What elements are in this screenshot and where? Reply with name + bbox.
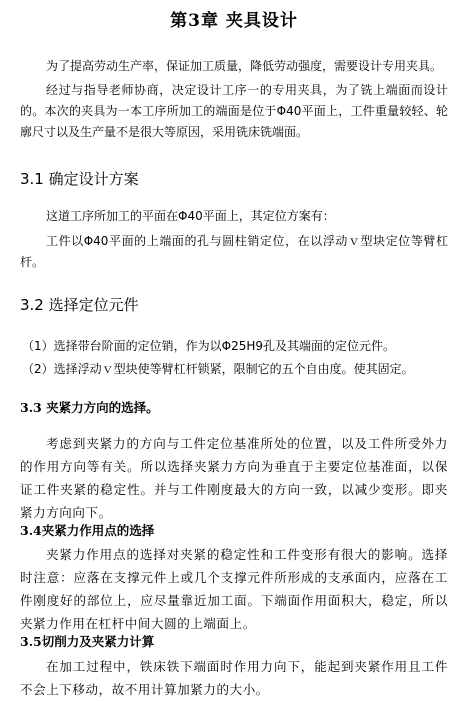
intro-paragraph-1: 为了提高劳动生产率，保证加工质量，降低劳动强度，需要设计专用夹具。 (46, 59, 443, 73)
section-3-3-paragraph: 考虑到夹紧力的方向与工件定位基准所处的位置，以及工件所受外力的作用方向等有关。所以选择夹紧力方向为垂直于主要定位基准面，以保证工件夹紧的稳定性。并与工件刚度最大的方向一致，以减少变形。即夹紧力方向向下。 (20, 436, 448, 520)
section-3-4-paragraph: 夹紧力作用点的选择对夹紧的稳定性和工件变形有很大的影响。选择时注意：应落在支撑元件上或几个支撑元件所形成的支承面内，应落在工件刚度好的部位上，应尽量靠近加工面。下端面作用面积大，稳定，所以夹紧力作用在杠杆中间大圆的上端面上。 (20, 547, 448, 631)
section-3-1-paragraph-2: 工件以Φ40平面的上端面的孔与圆柱销定位，在以浮动ｖ型块定位等臂杠杆。 (20, 234, 448, 269)
section-3-1-heading: 3.1 确定设计方案 (20, 170, 139, 188)
section-3-2-item-2: （2）选择浮动ｖ型块使等臂杠杆锁紧，限制它的五个自由度。使其固定。 (22, 362, 414, 376)
intro-paragraph-2: 经过与指导老师协商，决定设计工序一的专用夹具，为了铣上端面而设计的。本次的夹具为一本工序所加工的端面是位于Φ40平面上，工件重量较轻、轮廓尺寸以及生产量不是很大等原因，采用铣床铣端面。 (20, 83, 448, 139)
section-3-1-paragraph-1: 这道工序所加工的平面在Φ40平面上，其定位方案有： (46, 209, 335, 223)
section-3-3-heading: 3.3 夹紧力方向的选择。 (20, 400, 159, 415)
section-3-4-heading: 3.4夹紧力作用点的选择 (20, 523, 155, 538)
chapter-title: 第3章 夹具设计 (170, 11, 298, 31)
section-3-5-paragraph: 在加工过程中，铁床铁下端面时作用力向下，能起到夹紧作用且工件不会上下移动，故不用计算加紧力的大小。 (20, 659, 448, 697)
section-3-2-heading: 3.2 选择定位元件 (20, 296, 139, 314)
section-3-5-heading: 3.5切削力及夹紧力计算 (20, 634, 155, 649)
section-3-2-item-1: （1）选择带台阶面的定位销，作为以Φ25H9孔及其端面的定位元件。 (22, 339, 396, 353)
